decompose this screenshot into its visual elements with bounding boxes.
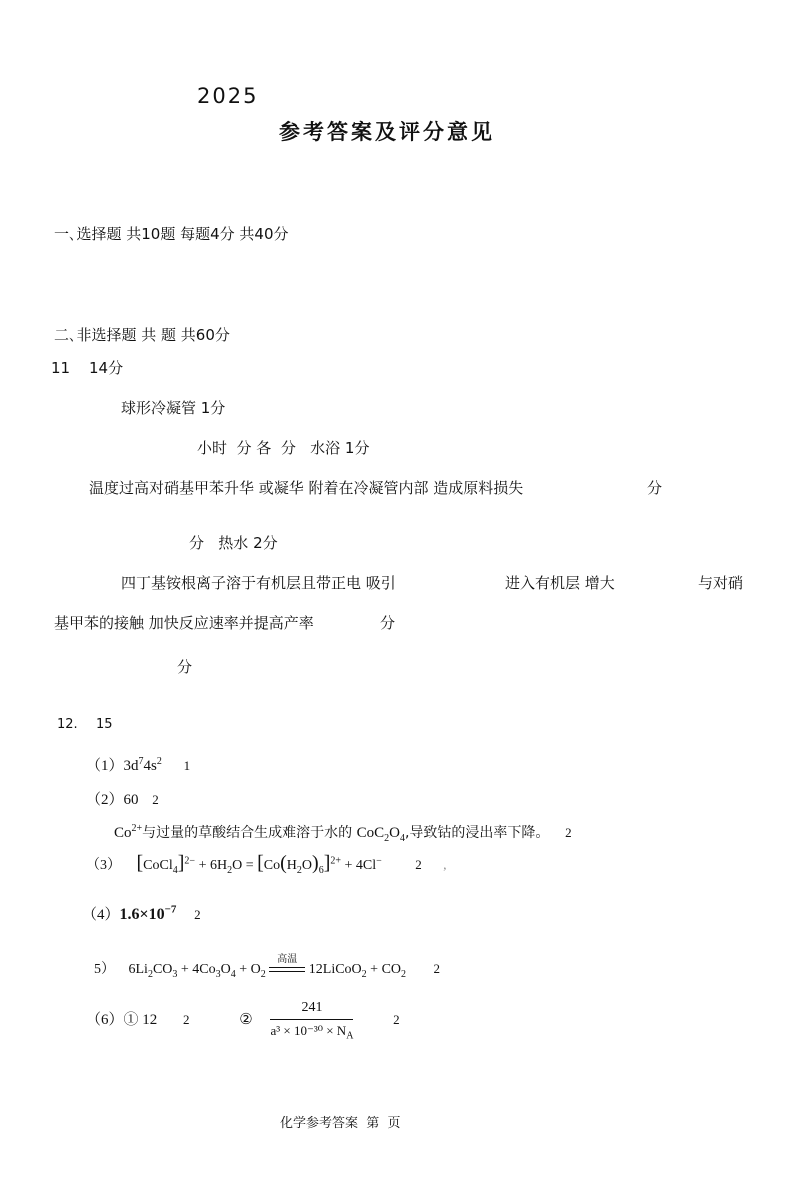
co-ion: Co <box>114 825 132 841</box>
q12-p6-score-1: 2 <box>183 1012 190 1028</box>
section-2-heading: 二､非选择题 共 题 共60分 <box>54 326 230 344</box>
q12-p2-value: 60 <box>123 792 139 808</box>
q11-line-7: 分 <box>177 658 193 676</box>
q12-score: 15 <box>96 717 113 732</box>
q12-p3-equation: [CoCl$_4$]$^{2-}$ + $6H_2O = [Co(H_2O)_6]^{2+} + 4Cl^-$ <box>136 852 382 876</box>
q12-p5-score: 2 <box>433 961 441 976</box>
q12-p4-label: （4） <box>82 907 120 923</box>
denominator-sub: A <box>346 1030 354 1042</box>
q12-part-6 <box>86 1000 400 1042</box>
p1-base: 3d <box>123 758 139 774</box>
q11-line-6-score: 分 <box>380 614 396 632</box>
q11-score: 14分 <box>89 359 124 377</box>
q12-p6-fraction <box>270 1000 353 1042</box>
q11-line-3: 温度过高对硝基甲苯升华 或凝华 附着在冷凝管内部 造成原料损失 <box>89 479 524 497</box>
q12-part-4 <box>82 903 201 924</box>
q12-p2-score: 2 <box>152 792 159 807</box>
section-1-heading: 一､选择题 共10题 每题4分 共40分 <box>54 225 289 243</box>
q11-line-3-score: 分 <box>647 479 663 497</box>
denominator-text: a³ × 10⁻³⁰ × N <box>270 1023 347 1038</box>
q11-line-5b: 进入有机层 增大 <box>505 574 615 592</box>
q12-p3-score: 2 <box>415 857 422 872</box>
p1-sup2: 2 <box>156 756 162 767</box>
q11-number: 11 <box>51 359 71 377</box>
q11-line-4: 分 热水 2分 <box>189 534 278 552</box>
q12-p6-circle-2: ② <box>239 1012 253 1029</box>
year: 2025 <box>197 84 259 108</box>
q12-part-5 <box>94 953 441 980</box>
q12-p6-circle-1: ① <box>123 1012 139 1029</box>
q12-p6-label: （6） <box>86 1012 124 1029</box>
p2b-sub2: 4 <box>399 833 405 844</box>
p2b-formula2: O <box>389 825 400 841</box>
q12-p3-mark: , <box>443 857 447 872</box>
p4-exp: −7 <box>164 903 177 916</box>
q12-p1-config <box>124 758 162 774</box>
q11-line-6: 基甲苯的接触 加快反应速率并提高产率 <box>54 614 314 632</box>
p2b-sub1: 2 <box>384 833 390 844</box>
p2b-formula: CoC <box>356 825 385 841</box>
q12-p4-value <box>119 903 177 923</box>
p1-mid: 4s <box>143 758 157 774</box>
p1-sup1: 7 <box>138 756 144 767</box>
fraction-denominator <box>270 1020 353 1042</box>
q12-p5-label: 5） <box>94 962 115 977</box>
fraction-numerator: 241 <box>270 1000 353 1020</box>
q11-line-5c: 与对硝 <box>698 574 744 592</box>
q12-p4-score: 2 <box>194 907 201 922</box>
q11-line-2: 小时 分 各 分 水浴 1分 <box>197 439 370 457</box>
q12-part-2-explanation <box>114 822 572 844</box>
q11-line-1: 球形冷凝管 1分 <box>121 399 226 417</box>
q12-part-3 <box>86 852 447 876</box>
q12-p1-score: 1 <box>183 758 191 773</box>
p4-mantissa: 1.6×10 <box>119 906 165 923</box>
q12-p5-equation: $6Li_2CO_3 + 4Co_3O_4 + O_2$ 高温 12LiCoO$_2$ + $CO_2$ <box>129 962 410 977</box>
reaction-arrow <box>269 953 305 978</box>
page-title: 参考答案及评分意见 <box>279 120 495 144</box>
page-footer: 化学参考答案 第 页 <box>280 1116 401 1131</box>
q12-p2b-score: 2 <box>565 825 572 840</box>
q12-p2-label: （2） <box>86 792 124 808</box>
q12-number: 12. <box>57 717 78 732</box>
q12-p6-score-2: 2 <box>393 1012 400 1028</box>
q12-p6-value-1: 12 <box>142 1012 158 1029</box>
p2b-text2: ,导致钴的浸出率下降。 <box>404 825 550 841</box>
q11-line-5a: 四丁基铵根离子溶于有机层且带正电 吸引 <box>121 574 396 592</box>
reaction-condition: 高温 <box>277 953 298 965</box>
p2b-text1: 与过量的草酸结合生成难溶于水的 <box>142 825 357 841</box>
co-charge: 2+ <box>131 823 143 834</box>
q12-p1-label: （1） <box>86 758 124 774</box>
q12-part-1 <box>86 754 190 775</box>
q12-p3-label: （3） <box>86 858 121 873</box>
q12-part-2 <box>86 788 159 809</box>
